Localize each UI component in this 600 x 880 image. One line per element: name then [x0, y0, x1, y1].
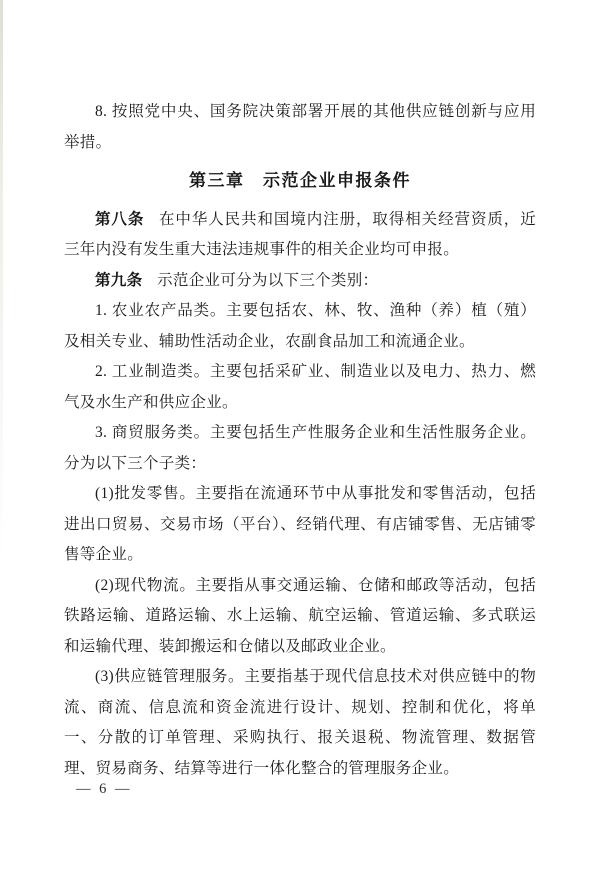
paragraph — [64, 266, 536, 297]
paragraph — [64, 205, 536, 266]
paragraph-text: (3)供应链管理服务。主要指基于现代信息技术对供应链中的物流、商流、信息流和资金流进行设计、规划、控制和优化，将单一、分散的订单管理、采购执行、报关退税、物流管理、数据管理、贸易商务、结算等进行一体化整合的管理服务企业。 — [64, 668, 536, 777]
chapter-heading: 第三章 示范企业申报条件 — [189, 171, 411, 190]
article-number: 第九条 — [95, 271, 143, 289]
paragraph — [64, 571, 536, 663]
paragraph-text: 8. 按照党中央、国务院决策部署开展的其他供应链创新与应用举措。 — [64, 103, 536, 151]
intro-paragraphs — [64, 97, 536, 158]
body-paragraphs — [64, 205, 536, 785]
paragraph — [64, 418, 536, 479]
paragraph — [64, 296, 536, 357]
document-content — [64, 97, 536, 784]
scan-edge-artifact — [0, 0, 3, 560]
paragraph — [64, 479, 536, 571]
paragraph-text: 1. 农业农产品类。主要包括农、林、牧、渔种（养）植（殖）及相关专业、辅助性活动企业，农副食品加工和流通企业。 — [64, 302, 536, 350]
paragraph-text: 在中华人民共和国境内注册，取得相关经营资质，近三年内没有发生重大违法违规事件的相关企业均可申报。 — [64, 210, 536, 258]
paragraph-text: 3. 商贸服务类。主要包括生产性服务企业和生活性服务企业。分为以下三个子类： — [64, 424, 536, 472]
paragraph — [64, 97, 536, 158]
paragraph — [64, 662, 536, 784]
article-number: 第八条 — [95, 210, 145, 228]
page-number: — 6 — — [76, 781, 132, 797]
paragraph-text: 2. 工业制造类。主要包括采矿业、制造业以及电力、热力、燃气及水生产和供应企业。 — [64, 363, 536, 411]
paragraph-text: 示范企业可分为以下三个类别： — [157, 271, 379, 289]
paragraph-text: (1)批发零售。主要指在流通环节中从事批发和零售活动，包括进出口贸易、交易市场（平台）、经销代理、有店铺零售、无店铺零售等企业。 — [64, 485, 536, 563]
paragraph — [64, 357, 536, 418]
paragraph-text: (2)现代物流。主要指从事交通运输、仓储和邮政等活动，包括铁路运输、道路运输、水上运输、航空运输、管道运输、多式联运和运输代理、装卸搬运和仓储以及邮政业企业。 — [64, 576, 536, 655]
